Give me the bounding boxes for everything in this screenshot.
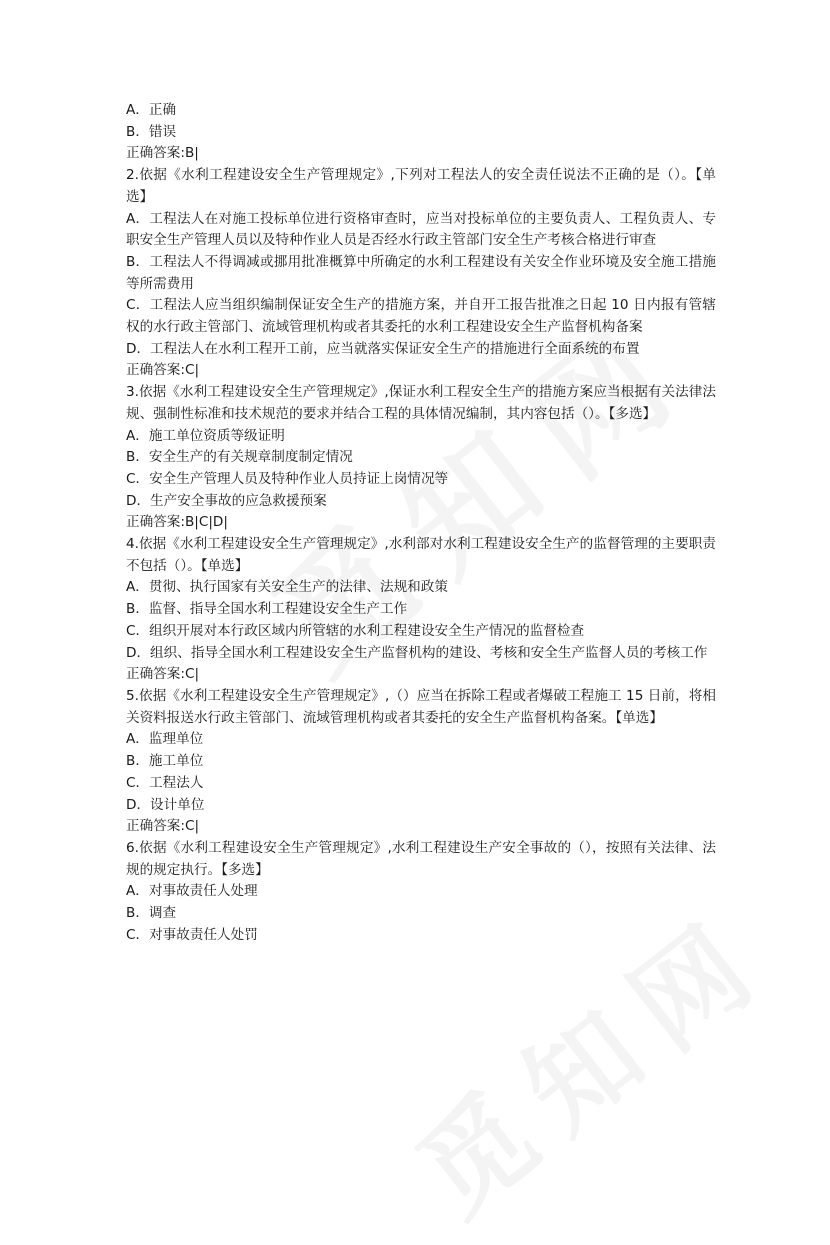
answer-option: B．监督、指导全国水利工程建设安全生产工作	[126, 601, 408, 618]
document-body	[126, 100, 716, 946]
correct-answer: 正确答案:C|	[126, 362, 200, 379]
answer-option: B．调查	[126, 905, 177, 922]
answer-option: A．工程法人在对施工投标单位进行资格审查时，应当对投标单位的主要负责人、工程负责人、专职安全生产管理人员以及特种作业人员是否经水行政主管部门安全生产考核合格进行审查	[126, 210, 716, 249]
question-text: 4.依据《水利工程建设安全生产管理规定》,水利部对水利工程建设安全生产的监督管理的主要职责不包括（）。【单选】	[126, 536, 716, 574]
answer-option: A．对事故责任人处理	[126, 883, 258, 900]
answer-option: A．施工单位资质等级证明	[126, 427, 285, 444]
answer-option: C．组织开展对本行政区域内所管辖的水利工程建设安全生产情况的监督检查	[126, 622, 585, 639]
answer-option: A．正确	[126, 102, 177, 118]
correct-answer: 正确答案:B|C|D|	[126, 514, 228, 531]
correct-answer: 正确答案:C|	[126, 666, 200, 683]
question-text: 5.依据《水利工程建设安全生产管理规定》,（）应当在拆除工程或者爆破工程施工 15 日前，将相关资料报送水行政主管部门、流域管理机构或者其委托的安全生产监督机构备案。【单选】	[126, 687, 716, 726]
answer-option: A．监理单位	[126, 731, 204, 748]
answer-option: D．生产安全事故的应急救援预案	[126, 492, 327, 509]
correct-answer: 正确答案:B|	[126, 145, 199, 162]
correct-answer: 正确答案:C|	[126, 818, 200, 835]
answer-option: B．安全生产的有关规章制度制定情况	[126, 449, 353, 466]
answer-option: A．贯彻、执行国家有关安全生产的法律、法规和政策	[126, 579, 448, 596]
answer-option: C．工程法人	[126, 774, 204, 791]
answer-option: C．安全生产管理人员及特种作业人员持证上岗情况等	[126, 470, 449, 487]
answer-option: D．设计单位	[126, 796, 205, 813]
question-text: 6.依据《水利工程建设安全生产管理规定》,水利工程建设生产安全事故的（），按照有关法律、法规的规定执行。【多选】	[126, 839, 716, 878]
question-text: 3.依据《水利工程建设安全生产管理规定》,保证水利工程安全生产的措施方案应当根据有关法律法规、强制性标准和技术规范的要求并结合工程的具体情况编制，其内容包括（）。【多选】	[126, 384, 716, 422]
question-text: 2.依据《水利工程建设安全生产管理规定》,下列对工程法人的安全责任说法不正确的是（）。【单选】	[126, 167, 716, 205]
answer-option: D．工程法人在水利工程开工前，应当就落实保证安全生产的措施进行全面系统的布置	[126, 340, 640, 357]
answer-option: B．错误	[126, 123, 177, 140]
answer-option: C．对事故责任人处罚	[126, 926, 258, 943]
answer-option: D．组织、指导全国水利工程建设安全生产监督机构的建设、考核和安全生产监督人员的考核工作	[126, 644, 708, 661]
answer-option: C．工程法人应当组织编制保证安全生产的措施方案，并自开工报告批准之日起 10 日内报有管辖权的水行政主管部门、流域管理机构或者其委托的水利工程建设安全生产监督机构备案	[126, 297, 716, 336]
answer-option: B．施工单位	[126, 753, 204, 770]
answer-option: B．工程法人不得调减或挪用批准概算中所确定的水利工程建设有关安全作业环境及安全施工措施等所需费用	[126, 253, 716, 292]
